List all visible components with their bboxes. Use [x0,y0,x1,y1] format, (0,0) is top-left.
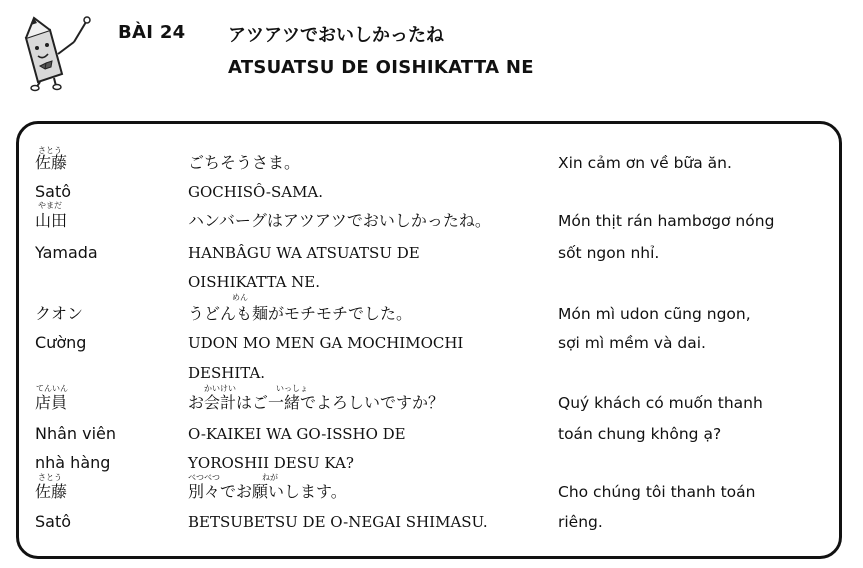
dialogue-line-romaji: BETSUBETSU DE O-NEGAI SHIMASU. [188,513,488,531]
speaker-furigana: さとう [38,146,62,155]
dialogue-line-romaji: UDON MO MEN GA MOCHIMOCHI [188,334,464,352]
text-furigana: いっしょ [276,384,308,393]
dialogue-line-vi: Cho chúng tôi thanh toán [558,483,756,501]
dialogue-line-romaji: HANBÂGU WA ATSUATSU DE [188,244,420,262]
dialogue-line-vi: sợi mì mềm và dai. [558,334,706,352]
dialogue-line-vi: Xin cảm ơn về bữa ăn. [558,154,732,172]
speaker-furigana: さとう [38,473,62,482]
text-furigana: べつべつ [188,473,220,482]
text-furigana: かいけい [204,384,236,393]
dialogue-line-jp: ハンバーグはアツアツでおいしかったね。 [188,211,491,230]
dialogue-line-romaji: DESHITA. [188,364,266,382]
speaker-name-romaji: Cường [35,333,87,352]
lesson-title-romaji: ATSUATSU DE OISHIKATTA NE [228,57,534,78]
speaker-name-jp: 店員 [35,393,68,412]
speaker-name-jp: 山田 [35,211,68,230]
dialogue-line-vi: riêng. [558,513,603,531]
dialogue-line-vi: toán chung không ạ? [558,425,722,443]
dialogue-line-jp: ごちそうさま。 [188,153,301,172]
speaker-furigana: てんいん [36,384,68,393]
text-furigana: めん [232,293,248,302]
text-furigana: ねが [262,473,278,482]
pencil-mascot-icon [14,8,94,92]
speaker-furigana: やまだ [38,201,62,210]
speaker-name-romaji: Satô [35,512,72,531]
dialogue-line-vi: Món thịt rán hambơgơ nóng [558,212,775,230]
dialogue-line-jp: 別々でお願いします。 [188,482,347,501]
dialogue-line-romaji: OISHIKATTA NE. [188,273,321,291]
speaker-name-romaji: nhà hàng [35,453,111,472]
dialogue-line-jp: うどんも麺がモチモチでした。 [188,304,413,323]
speaker-name-romaji: Satô [35,182,72,201]
speaker-name-romaji: Nhân viên [35,424,117,443]
dialogue-line-vi: Quý khách có muốn thanh [558,394,763,412]
speaker-name-jp: 佐藤 [35,153,68,172]
dialogue-line-romaji: GOCHISÔ-SAMA. [188,183,324,201]
dialogue-line-vi: Món mì udon cũng ngon, [558,305,751,323]
lesson-title-japanese: アツアツでおいしかったね [228,25,444,46]
lesson-number: BÀI 24 [118,22,186,43]
speaker-name-romaji: Yamada [35,243,98,262]
dialogue-line-jp: お会計はご一緒でよろしいですか？ [188,393,445,412]
dialogue-line-vi: sốt ngon nhỉ. [558,244,660,262]
dialogue-line-romaji: YOROSHII DESU KA? [188,454,354,472]
speaker-name-jp: 佐藤 [35,482,68,501]
dialogue-line-romaji: O-KAIKEI WA GO-ISSHO DE [188,425,406,443]
speaker-name-jp: クオン [35,304,84,323]
